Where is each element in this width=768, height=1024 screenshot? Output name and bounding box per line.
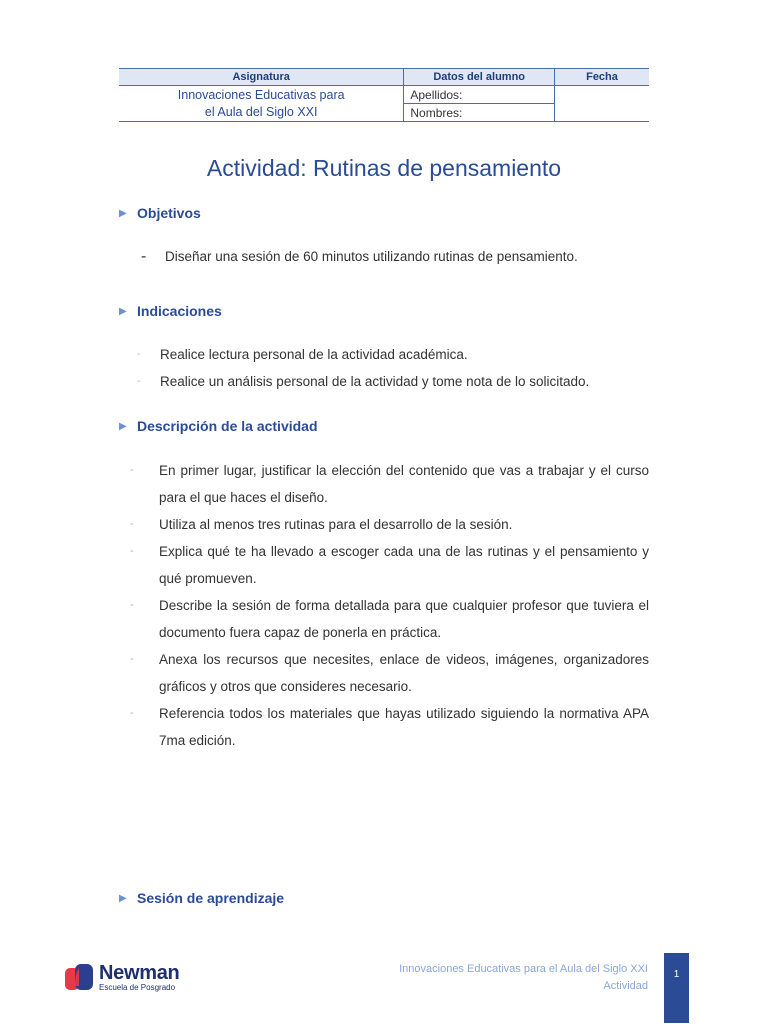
description-item-text: Referencia todos los materiales que hayas utilizado siguiendo la normativa APA 7ma edición. [159,706,649,748]
description-item-text: Describe la sesión de forma detallada para que cualquier profesor que tuviera el documento fuera capaz de ponerla en práctica. [159,598,649,640]
triangle-right-icon: ▶ [119,305,127,317]
dash-icon: - [130,464,134,476]
dash-icon: - [130,707,134,719]
list-item [130,511,649,538]
subject-line-1: Innovaciones Educativas para [177,87,345,102]
dash-icon: - [130,653,134,665]
footer-course: Innovaciones Educativas para el Aula del Siglo XXI [399,963,648,975]
subject-cell [119,86,404,122]
list-item [130,538,649,592]
date-cell [555,86,650,122]
col-date-header: Fecha [555,69,650,86]
section-description-heading [119,418,318,434]
col-subject-header: Asignatura [119,69,404,86]
section-session-heading [119,890,284,906]
objective-item: Diseñar una sesión de 60 minutos utilizando rutinas de pensamiento. [165,249,578,264]
description-item-text: Utiliza al menos tres rutinas para el desarrollo de la sesión. [159,517,513,532]
list-item [130,646,649,700]
col-student-header: Datos del alumno [404,69,555,86]
list-item [130,592,649,646]
instruction-item: Realice un análisis personal de la actividad y tome nota de lo solicitado. [160,374,590,389]
section-objectives-label: Objetivos [137,205,201,221]
triangle-right-icon: ▶ [119,207,127,219]
dash-icon: - [130,545,134,557]
description-item-text: En primer lugar, justificar la elección del contenido que vas a trabajar y el curso para el que haces el diseño. [159,463,649,505]
header-table [119,68,649,122]
dash-icon: - [137,349,141,360]
newman-logo-icon [65,964,95,992]
section-session-label: Sesión de aprendizaje [137,890,285,906]
logo-subtitle: Escuela de Posgrado [99,983,176,992]
dash-icon: - [130,518,134,530]
description-item-text: Explica qué te ha llevado a escoger cada una de las rutinas y el pensamiento y qué promueven. [159,544,649,586]
section-objectives-heading [119,205,201,221]
section-description-label: Descripción de la actividad [137,418,318,434]
triangle-right-icon: ▶ [119,892,127,904]
description-list [130,457,649,754]
footer-info [399,961,648,995]
instruction-item: Realice lectura personal de la actividad académica. [160,347,468,362]
list-item [130,700,649,754]
section-instructions-heading [119,303,222,319]
surname-cell: Apellidos: [404,86,555,104]
footer-doc-type: Actividad [603,980,648,992]
description-item-text: Anexa los recursos que necesites, enlace de videos, imágenes, organizadores gráficos y otros que consideres necesario. [159,652,649,694]
triangle-right-icon: ▶ [119,420,127,432]
section-instructions-label: Indicaciones [137,303,222,319]
page-number: 1 [664,953,689,1023]
name-cell: Nombres: [404,104,555,122]
logo-name: Newman [99,962,180,984]
newman-logo [65,963,179,993]
subject-line-2: el Aula del Siglo XXI [204,104,318,119]
dash-icon: - [130,599,134,611]
dash-icon: - [141,248,147,265]
dash-icon: - [137,376,141,387]
page-title: Actividad: Rutinas de pensamiento [206,155,562,181]
list-item [130,457,649,511]
